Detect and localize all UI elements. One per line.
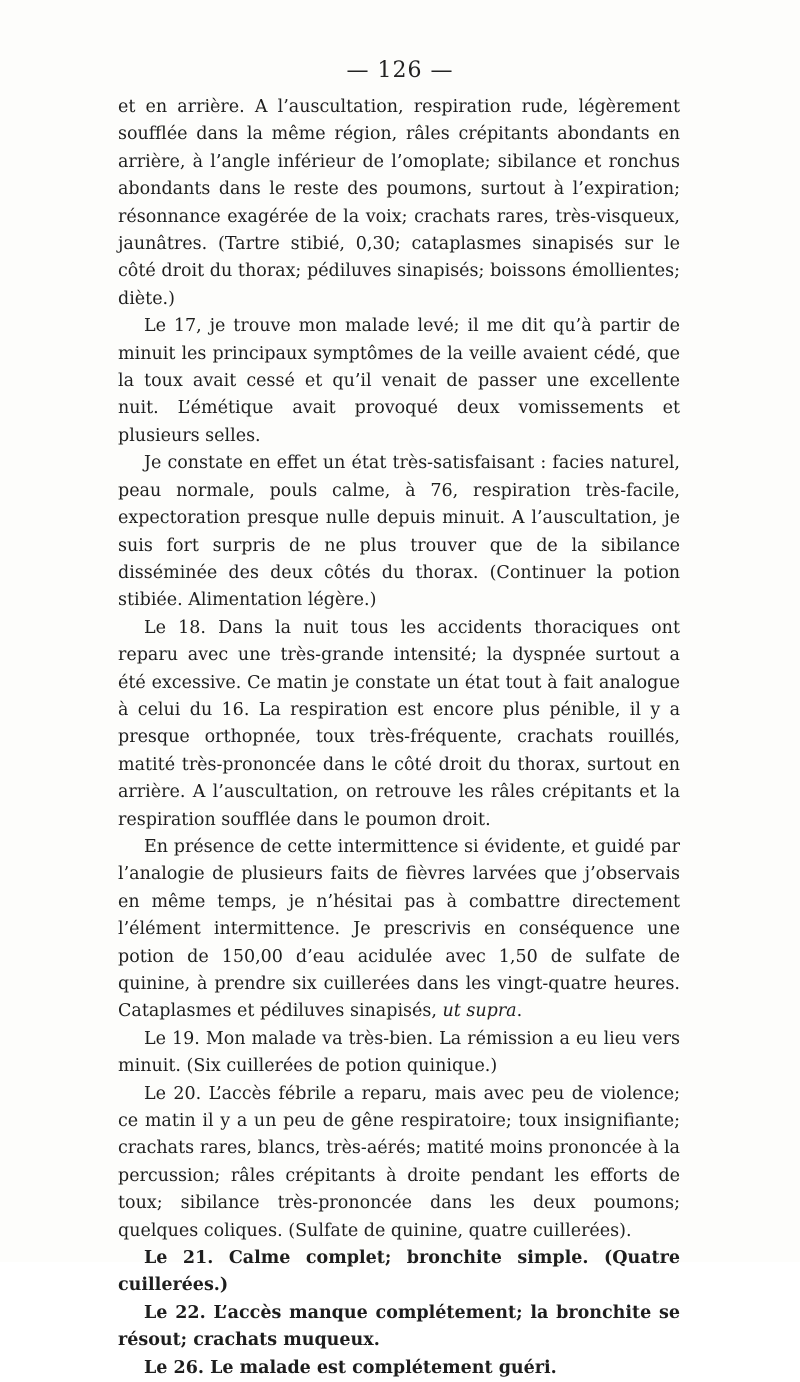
paragraph-intermittence-end: . (516, 1001, 523, 1022)
paragraph-examination: Je constate en effet un état très-satisfaisant : facies naturel, peau normale, pouls calme, à 76, respiration très-facile, expectoration presque nulle depuis minuit. A l’auscultation, je suis fort surpris de ne plus trouver que de la sibilance disséminée des deux côtés du thorax. (Continuer la potion stibiée. Alimentation légère.) (118, 453, 680, 611)
paragraph-day-22: Le 22. L’accès manque complétement; la bronchite se résout; crachats muqueux. (118, 1302, 680, 1351)
paragraph-day-17: Le 17, je trouve mon malade levé; il me dit qu’à partir de minuit les principaux symptômes de la veille avaient cédé, que la toux avait cessé et qu’il venait de passer une excellente nuit. L’émétique avait provoqué deux vomissements et plusieurs selles. (118, 316, 680, 446)
paragraph-day-21: Le 21. Calme complet; bronchite simple. (Quatre cuillerées.) (118, 1248, 680, 1296)
page-number: — 126 — (346, 58, 454, 83)
italic-ut-supra: ut supra (442, 1001, 517, 1022)
paragraph-intermittence-text: En présence de cette intermittence si évidente, et guidé par l’analogie de plusieurs faits de fièvres larvées que j’observais en même temps, je n’hésitai pas à combattre directement l’élément intermittence. Je prescrivis en conséquence une potion de 150,00 d’eau acidulée avec 1,50 de sulfate de quinine, à prendre six cuillerées dans les vingt-quatre heures. Cataplasmes et pédiluves sinapisés, (118, 836, 680, 1022)
paragraph-continuation: et en arrière. A l’auscultation, respiration rude, légèrement soufflée dans la même région, râles crépitants abondants en arrière, à l’angle inférieur de l’omoplate; sibilance et ronchus abondants dans le reste des poumons, surtout à l’expiration; résonnance exagérée de la voix; crachats rares, très-visqueux, jaunâtres. (Tartre stibié, 0,30; cataplasmes sinapisés sur le côté droit du thorax; pédiluves sinapisés; boissons émollientes; diète.) (118, 97, 680, 309)
paragraph-day-26: Le 26. Le malade est complétement guéri. (144, 1357, 557, 1378)
paragraph-intermittence (118, 834, 680, 1026)
body-text (118, 94, 680, 1382)
paragraph-day-20: Le 20. L’accès fébrile a reparu, mais avec peu de violence; ce matin il y a un peu de gêne respiratoire; toux insignifiante; crachats rares, blancs, très-aérés; matité moins prononcée à la percussion; râles crépitants à droite pendant les efforts de toux; sibilance très-prononcée dans les deux poumons; quelques coliques. (Sulfate de quinine, quatre cuillerées). (118, 1083, 680, 1241)
paragraph-day-18: Le 18. Dans la nuit tous les accidents thoraciques ont reparu avec une très-grande intensité; la dyspnée surtout a été excessive. Ce matin je constate un état tout à fait analogue à celui du 16. La respiration est encore plus pénible, il y a presque orthopnée, toux très-fréquente, crachats rouillés, matité très-prononcée dans le côté droit du thorax, surtout en arrière. A l’auscultation, on retrouve les râles crépitants et la respiration soufflée dans le poumon droit. (118, 617, 680, 830)
paragraph-day-19: Le 19. Mon malade va très-bien. La rémission a eu lieu vers minuit. (Six cuillerées de potion quinique.) (118, 1028, 680, 1077)
